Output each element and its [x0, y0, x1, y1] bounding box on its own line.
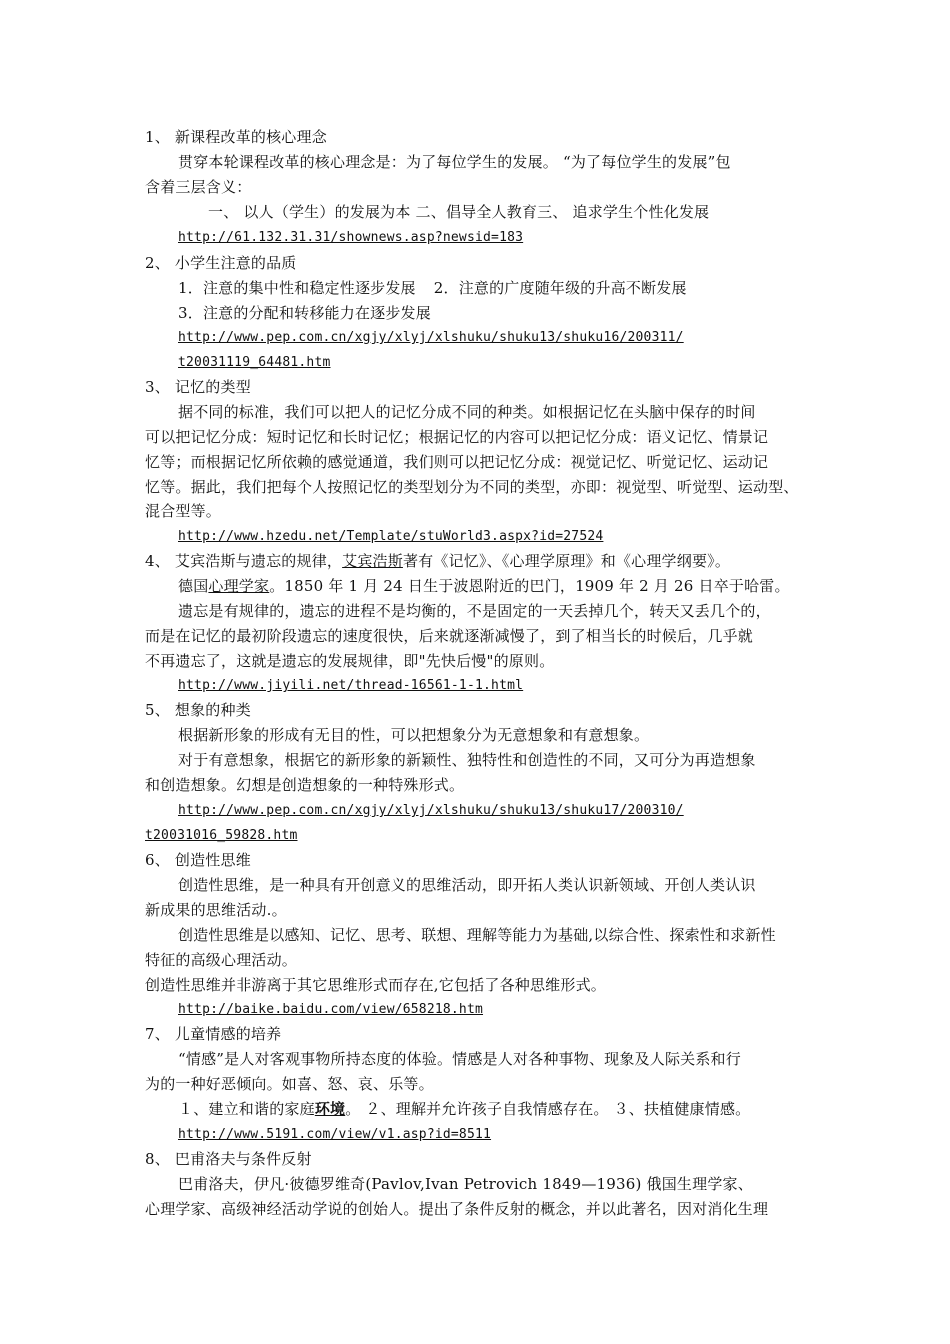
section-6-paragraph-line: 新成果的思维活动.。 [145, 901, 287, 919]
section-4-bio-text: 。1850 年 1 月 24 日生于波恩附近的巴门，1909 年 2 月 26 日卒于哈雷。 [269, 577, 790, 595]
section-7-items [178, 1100, 750, 1118]
section-4-paragraph-line: 遗忘是有规律的，遗忘的进程不是均衡的，不是固定的一天丢掉几个，转天又丢几个的， [178, 602, 771, 620]
section-2-link-line-1[interactable]: http://www.pep.com.cn/xgjy/xlyj/xlshuku/shuku13/shuku16/200311/ [178, 330, 684, 345]
section-6-paragraph-line: 创造性思维是以感知、记忆、思考、联想、理解等能力为基础,以综合性、探索性和求新性 [178, 926, 776, 944]
section-6-paragraph-line: 创造性思维并非游离于其它思维形式而存在,它包括了各种思维形式。 [145, 976, 606, 994]
section-5-link-line-1[interactable]: http://www.pep.com.cn/xgjy/xlyj/xlshuku/shuku13/shuku17/200310/ [178, 803, 684, 818]
section-8-heading: 8、 巴甫洛夫与条件反射 [145, 1150, 312, 1168]
section-3-paragraph-line: 忆等。据此，我们把每个人按照记忆的类型划分为不同的类型，亦即：视觉型、听觉型、运动型、 [145, 478, 799, 496]
section-8-paragraph-line: 巴甫洛夫，伊凡·彼德罗维奇(Pavlov,Ivan Petrovich 1849—1936) 俄国生理学家、 [178, 1175, 753, 1193]
section-2-link-line-2[interactable]: t20031119_64481.htm [178, 355, 331, 370]
section-3-link[interactable]: http://www.hzedu.net/Template/stuWorld3.aspx?id=27524 [178, 529, 604, 544]
section-6-paragraph-line: 特征的高级心理活动。 [145, 951, 298, 969]
section-4-heading-text: 4、 艾宾浩斯与遗忘的规律， [145, 552, 343, 570]
section-1-paragraph-line: 贯穿本轮课程改革的核心理念是：为了每位学生的发展。 “为了每位学生的发展”包 [178, 153, 731, 171]
section-6-paragraph-line: 创造性思维，是一种具有开创意义的思维活动，即开拓人类认识新领域、开创人类认识 [178, 876, 756, 894]
section-1-link[interactable]: http://61.132.31.31/shownews.asp?newsid=183 [178, 230, 524, 245]
section-2-item-3: 3．注意的分配和转移能力在逐步发展 [178, 304, 431, 322]
section-8-paragraph-line: 心理学家、高级神经活动学说的创始人。提出了条件反射的概念，并以此著名，因对消化生理 [145, 1200, 769, 1218]
section-7-paragraph-line: “情感”是人对客观事物所持态度的体验。情感是人对各种事物、现象及人际关系和行 [178, 1050, 741, 1068]
section-2-item-2: 2．注意的广度随年级的升高不断发展 [433, 279, 687, 297]
section-3-paragraph-line: 可以把记忆分成：短时记忆和长时记忆；根据记忆的内容可以把记忆分成：语义记忆、情景记 [145, 428, 769, 446]
section-4-bio-line [178, 577, 790, 595]
section-1-paragraph-line: 含着三层含义： [145, 178, 252, 196]
section-3-paragraph-line: 混合型等。 [145, 502, 222, 520]
section-4-bio-text: 德国 [178, 577, 209, 595]
section-1-heading: 1、 新课程改革的核心理念 [145, 128, 327, 146]
section-4-link[interactable]: http://www.jiyili.net/thread-16561-1-1.html [178, 678, 524, 693]
section-3-paragraph-line: 据不同的标准，我们可以把人的记忆分成不同的种类。如根据记忆在头脑中保存的时间 [178, 403, 756, 421]
section-6-link[interactable]: http://baike.baidu.com/view/658218.htm [178, 1002, 484, 1017]
section-7-link[interactable]: http://www.5191.com/view/v1.asp?id=8511 [178, 1127, 492, 1142]
section-3-heading: 3、 记忆的类型 [145, 378, 251, 396]
section-7-paragraph-line: 为的一种好恶倾向。如喜、怒、哀、乐等。 [145, 1075, 434, 1093]
environment-link[interactable]: 环境 [314, 1100, 346, 1118]
section-4-heading [145, 552, 730, 570]
section-4-paragraph-line: 而是在记忆的最初阶段遗忘的速度很快，后来就逐渐减慢了，到了相当长的时候后，几乎就 [145, 627, 754, 645]
section-4-heading-text: 著有《记忆》、《心理学原理》和《心理学纲要》。 [402, 552, 731, 570]
section-5-heading: 5、 想象的种类 [145, 701, 251, 719]
section-5-paragraph-line: 和创造想象。幻想是创造想象的一种特殊形式。 [145, 776, 465, 794]
section-2-heading: 2、 小学生注意的品质 [145, 254, 297, 272]
section-5-link-line-2[interactable]: t20031016_59828.htm [145, 828, 298, 843]
psychologist-link[interactable]: 心理学家 [208, 577, 270, 595]
section-1-items: 一、 以人（学生）的发展为本 二、倡导全人教育三、 追求学生个性化发展 [208, 203, 710, 221]
ebbinghaus-link[interactable]: 艾宾浩斯 [342, 552, 403, 570]
section-7-items-text: 。 ２、理解并允许孩子自我情感存在。 ３、扶植健康情感。 [345, 1100, 751, 1118]
section-2-items-row [178, 279, 687, 297]
section-7-items-text: １、建立和谐的家庭 [178, 1100, 315, 1118]
section-2-item-1: 1．注意的集中性和稳定性逐步发展 [178, 279, 416, 297]
section-7-heading: 7、 儿童情感的培养 [145, 1025, 282, 1043]
section-5-paragraph-line: 对于有意想象，根据它的新形象的新颖性、独特性和创造性的不同，又可分为再造想象 [178, 751, 756, 769]
section-6-heading: 6、 创造性思维 [145, 851, 251, 869]
section-4-paragraph-line: 不再遗忘了，这就是遗忘的发展规律，即"先快后慢"的原则。 [145, 652, 555, 670]
section-3-paragraph-line: 忆等；而根据记忆所依赖的感觉通道，我们则可以把记忆分成：视觉记忆、听觉记忆、运动记 [145, 453, 769, 471]
section-5-paragraph-line: 根据新形象的形成有无目的性，可以把想象分为无意想象和有意想象。 [178, 726, 650, 744]
